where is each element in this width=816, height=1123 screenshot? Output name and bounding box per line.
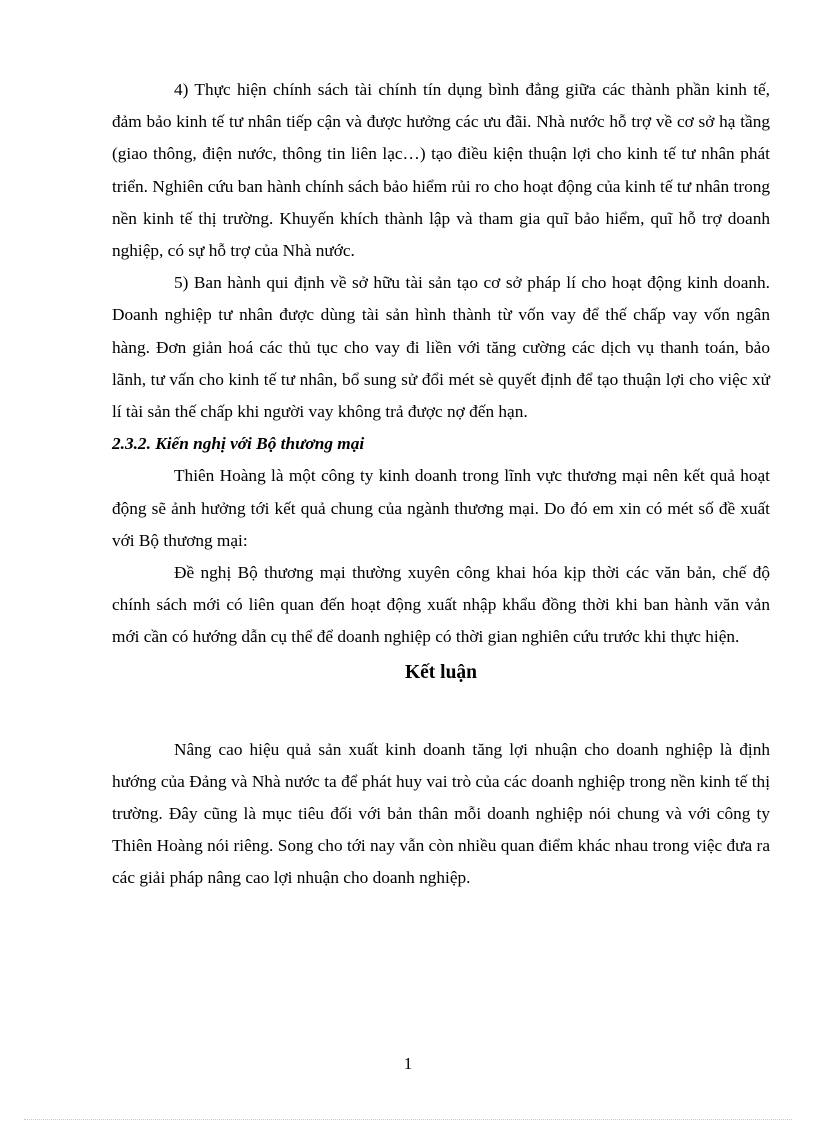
paragraph-item-5: 5) Ban hành qui định về sở hữu tài sản tạo cơ sở pháp lí cho hoạt động kinh doanh. Doanh nghiệp tư nhân được dùng tài sản hình thành từ vốn vay để thế chấp vay vốn ngân hàng. Đơn giản hoá các thủ tục cho vay đi liền với tăng cường các dịch vụ thanh toán, bảo lãnh, tư vấn cho kinh tế tư nhân, bổ sung sử đổi mét sè quyết định để tạo thuận lợi cho việc xử lí tài sản thế chấp khi người vay không trả được nợ đến hạn. <box>112 273 770 422</box>
spacer <box>112 690 770 734</box>
paragraph-intro: Thiên Hoàng là một công ty kinh doanh trong lĩnh vực thương mại nên kết quả hoạt động sẽ ảnh hưởng tới kết quả chung của ngành thương mại. Do đó em xin có mét số đề xuất với Bộ thương mại: <box>112 466 770 550</box>
paragraph-item-4: 4) Thực hiện chính sách tài chính tín dụng bình đẳng giữa các thành phần kinh tế, đảm bảo kinh tế tư nhân tiếp cận và được hưởng các ưu đãi. Nhà nước hỗ trợ về cơ sở hạ tầng (giao thông, điện nước, thông tin liên lạc…) tạo điều kiện thuận lợi cho kinh tế tư nhân phát triển. Nghiên cứu ban hành chính sách bảo hiểm rủi ro cho hoạt động của kinh tế tư nhân trong nền kinh tế thị trường. Khuyến khích thành lập và tham gia quĩ bảo hiểm, quĩ hỗ trợ doanh nghiệp, có sự hỗ trợ của Nhà nước. <box>112 80 770 261</box>
document-body <box>112 74 770 895</box>
paragraph-conclusion: Nâng cao hiệu quả sản xuất kinh doanh tăng lợi nhuận cho doanh nghiệp là định hướng của Đảng và Nhà nước ta để phát huy vai trò của các doanh nghiệp trong nền kinh tế thị trường. Đây cũng là mục tiêu đối với bản thân mỗi doanh nghiệp nói chung và với công ty Thiên Hoàng nói riêng. Song cho tới nay vẫn còn nhiều quan điểm khác nhau trong việc đưa ra các giải pháp nâng cao lợi nhuận cho doanh nghiệp. <box>112 739 770 888</box>
page-number: 1 <box>403 1054 413 1073</box>
section-heading: 2.3.2. Kiến nghị với Bộ thương mại <box>112 434 365 454</box>
page-bottom-divider <box>24 1119 792 1120</box>
conclusion-heading: Kết luận <box>404 661 478 683</box>
paragraph-proposal: Đề nghị Bộ thương mại thường xuyên công khai hóa kịp thời các văn bản, chế độ chính sách mới có liên quan đến hoạt động xuất nhập khẩu đồng thời khi ban hành văn vản mới cần có hướng dẫn cụ thể để doanh nghiệp có thời gian nghiên cứu trước khi thực hiện. <box>112 563 770 647</box>
